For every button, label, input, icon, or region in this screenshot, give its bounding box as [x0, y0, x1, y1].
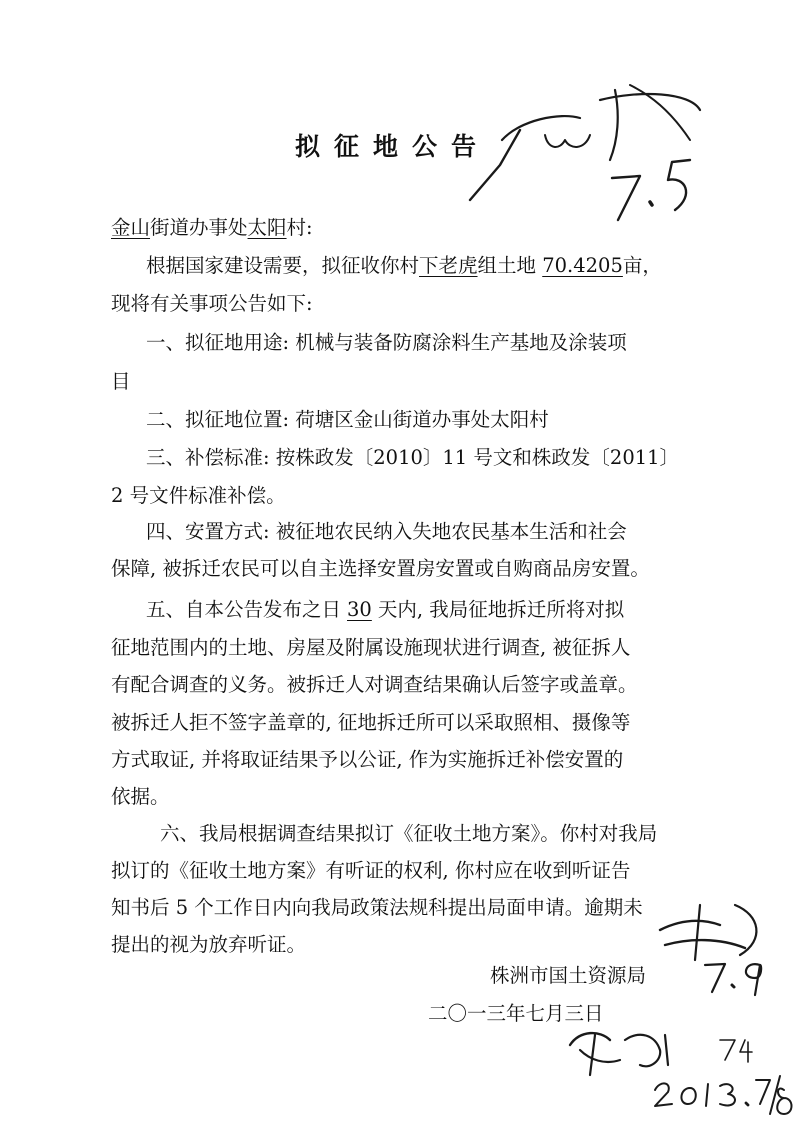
item-4-line-1: 四、安置方式: 被征地农民纳入失地农民基本生活和社会: [146, 520, 627, 543]
intro-line-2: 现将有关事项公告如下:: [111, 292, 313, 315]
issue-date: 二〇一三年七月三日: [428, 1002, 604, 1025]
item-5-text-b: 天内, 我局征地拆迁所将对拟: [377, 598, 625, 621]
item-2: 二、拟征地位置: 荷塘区金山街道办事处太阳村: [146, 408, 549, 431]
item-5-line-6: 依据。: [111, 785, 170, 808]
item-6-line-4: 提出的视为放弃听证。: [111, 933, 307, 956]
addressee-village: 太阳: [247, 216, 287, 239]
top-handwritten-signature: [470, 85, 700, 200]
intro-text-b: 组土地: [477, 254, 543, 277]
addressee-suffix: 村:: [286, 216, 313, 239]
intro-group: 下老虎: [419, 254, 478, 277]
item-5-days: 30: [347, 598, 372, 621]
bottom-handwritten-date: [655, 1076, 792, 1114]
item-3-line-2: 2 号文件标准补偿。: [111, 484, 286, 507]
item-1-line-1: 一、拟征地用途: 机械与装备防腐涂料生产基地及涂装项: [146, 331, 627, 354]
addressee-street: 金山: [111, 216, 151, 239]
issuer: 株洲市国土资源局: [490, 964, 647, 987]
right-handwritten-date: [705, 964, 761, 995]
item-6-line-1: 六、我局根据调查结果拟订《征收土地方案》。你村对我局: [160, 822, 658, 845]
bottom-handwritten-signature: [570, 1033, 668, 1075]
bottom-handwritten-number: [720, 1040, 752, 1062]
document-title: 拟征地公告: [295, 132, 491, 161]
item-5-text-a: 五、自本公告发布之日: [146, 598, 342, 621]
item-6-line-3: 知书后 5 个工作日内向我局政策法规科提出局面申请。逾期未: [111, 896, 643, 919]
right-handwritten-signature: [660, 905, 756, 960]
item-5-line-3: 有配合调查的义务。被拆迁人对调查结果确认后签字或盖章。: [111, 673, 638, 696]
intro-area: 70.4205: [542, 254, 623, 277]
item-4-line-2: 保障, 被拆迁农民可以自主选择安置房安置或自购商品房安置。: [111, 557, 650, 580]
item-6-line-2: 拟订的《征收土地方案》有听证的权利, 你村应在收到听证告: [111, 859, 631, 882]
item-5-line-4: 被拆迁人拒不签字盖章的, 征地拆迁所可以采取照相、摄像等: [111, 711, 631, 734]
addressee-mid: 街道办事处: [150, 216, 248, 239]
intro-text-c: 亩，: [622, 254, 662, 277]
item-3-line-1: 三、补偿标准: 按株政发〔2010〕11 号文和株政发〔2011〕: [146, 446, 680, 469]
top-handwritten-date: [612, 160, 690, 220]
item-5-line-2: 征地范围内的土地、房屋及附属设施现状进行调查, 被征拆人: [111, 636, 631, 659]
intro-text-a: 根据国家建设需要，拟征收你村: [146, 254, 420, 277]
item-1-line-2: 目: [111, 370, 131, 393]
item-5-line-5: 方式取证, 并将取证结果予以公证, 作为实施拆迁补偿安置的: [111, 748, 624, 771]
